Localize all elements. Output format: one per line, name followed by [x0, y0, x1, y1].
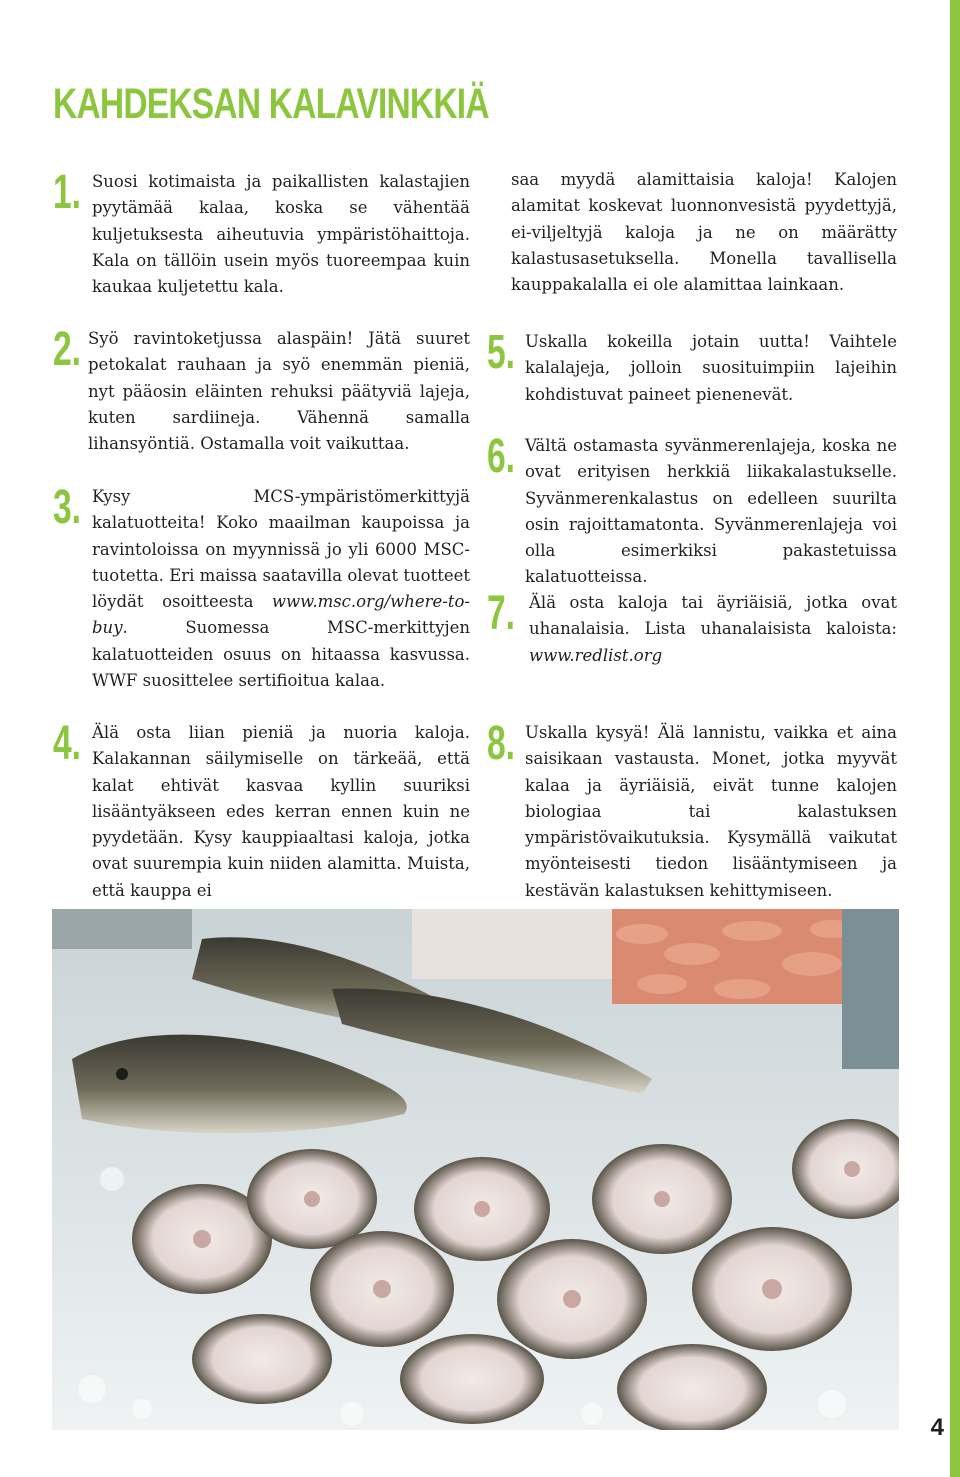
tip-number: 2. — [53, 323, 82, 376]
tip-number: 3. — [53, 481, 82, 534]
tip-text: Älä osta liian pieniä ja nuoria kaloja. Kalakannan säilymiselle on tärkeää, että kalat ehtivät kasvaa kyllin suuriksi lisääntyäkseen edes kerran ennen kuin ne pyydetään. Kysy kauppiaaltasi kaloja, jotka ovat suurempia kuin niiden alamitta. Muista, että kauppa ei — [92, 723, 470, 900]
tip-text-start: Kysy MCS-ympäristömerkittyjä kalatuotteita! Koko maailman kaupoissa ja ravintoloissa on myynnissä jo yli 6000 MSC-tuotetta. Eri maissa saatavilla olevat tuotteet löydät osoitteesta — [92, 487, 470, 612]
tip-text — [529, 590, 897, 669]
tip-text: Uskalla kysyä! Älä lannistu, vaikka et aina saisikaan vastausta. Monet, jotka myyvät kalaa ja äyriäisiä, eivät tunne kalojen biologiaa tai kalastuksen ympäristövaikutuksia. Kysymällä vaikutat myönteisesti tiedon lisääntymiseen ja kestävän kalastuksen kehittymiseen. — [525, 723, 897, 900]
tip-number: 1. — [53, 166, 82, 219]
tip-text — [92, 484, 470, 694]
tip-text: Syö ravintoketjussa alaspäin! Jätä suuret petokalat rauhaan ja syö enemmän pieniä, nyt pääosin eläinten rehuksi päätyviä lajeja, kuten sardiineja. Vähennä samalla lihansyöntiä. Ostamalla voit vaikuttaa. — [88, 329, 470, 454]
tip-number: 8. — [487, 717, 516, 770]
tip-number: 6. — [487, 430, 516, 483]
tip-text-end: . Suomessa MSC-merkittyjen kalatuotteiden osuus on hitaassa kasvussa. WWF suosittelee sertifioitua kalaa. — [92, 618, 470, 691]
tip-number: 4. — [53, 717, 82, 770]
tip-text: Vältä ostamasta syvänmerenlajeja, koska ne ovat erityisen herkkiä liikakalastukselle. Syvänmerenkalastus on edelleen suurilta osin rajoittamatonta. Syvänmerenlajeja voi olla esimerkiksi pakastetuissa kalatuotteissa. — [525, 436, 897, 587]
tip-text: Uskalla kokeilla jotain uutta! Vaihtele kalalajeja, jolloin suosituimpiin lajeihin kohdistuvat paineet pienenevät. — [525, 332, 897, 404]
tip-text-start: Älä osta kaloja tai äyriäisiä, jotka ovat uhanalaisia. Lista uhanalaisista kaloista: — [529, 593, 897, 639]
msc-link[interactable]: www.msc.org/where-to-buy — [92, 592, 470, 638]
tip-4-continued: saa myydä alamittaisia kaloja! Kalojen alamitat koskevat luonnonvesistä pyydettyjä, ei-viljeltyjä kaloja ja ne on määrätty kalastusasetuksella. Monella tavallisella kauppakalalla ei ole alamittaa lainkaan. — [511, 170, 897, 295]
fillet-tray — [412, 909, 612, 979]
tip-text: Suosi kotimaista ja paikallisten kalastajien pyytämää kalaa, koska se vähentää kuljetuksesta aiheutuvia ympäristöhaittoja. Kala on tällöin usein myös tuoreempaa kuin kaukaa kuljetettu kala. — [92, 172, 470, 297]
tip-number: 5. — [487, 326, 516, 379]
tip-number: 7. — [487, 587, 516, 640]
page-title: KAHDEKSAN KALAVINKKIÄ — [53, 80, 489, 128]
green-edge-bar — [950, 0, 960, 1477]
redlist-link[interactable]: www.redlist.org — [529, 645, 663, 665]
fish-counter-illustration — [52, 909, 899, 1430]
page-number: 4 — [930, 1414, 944, 1441]
fish-counter-photo — [52, 909, 899, 1430]
